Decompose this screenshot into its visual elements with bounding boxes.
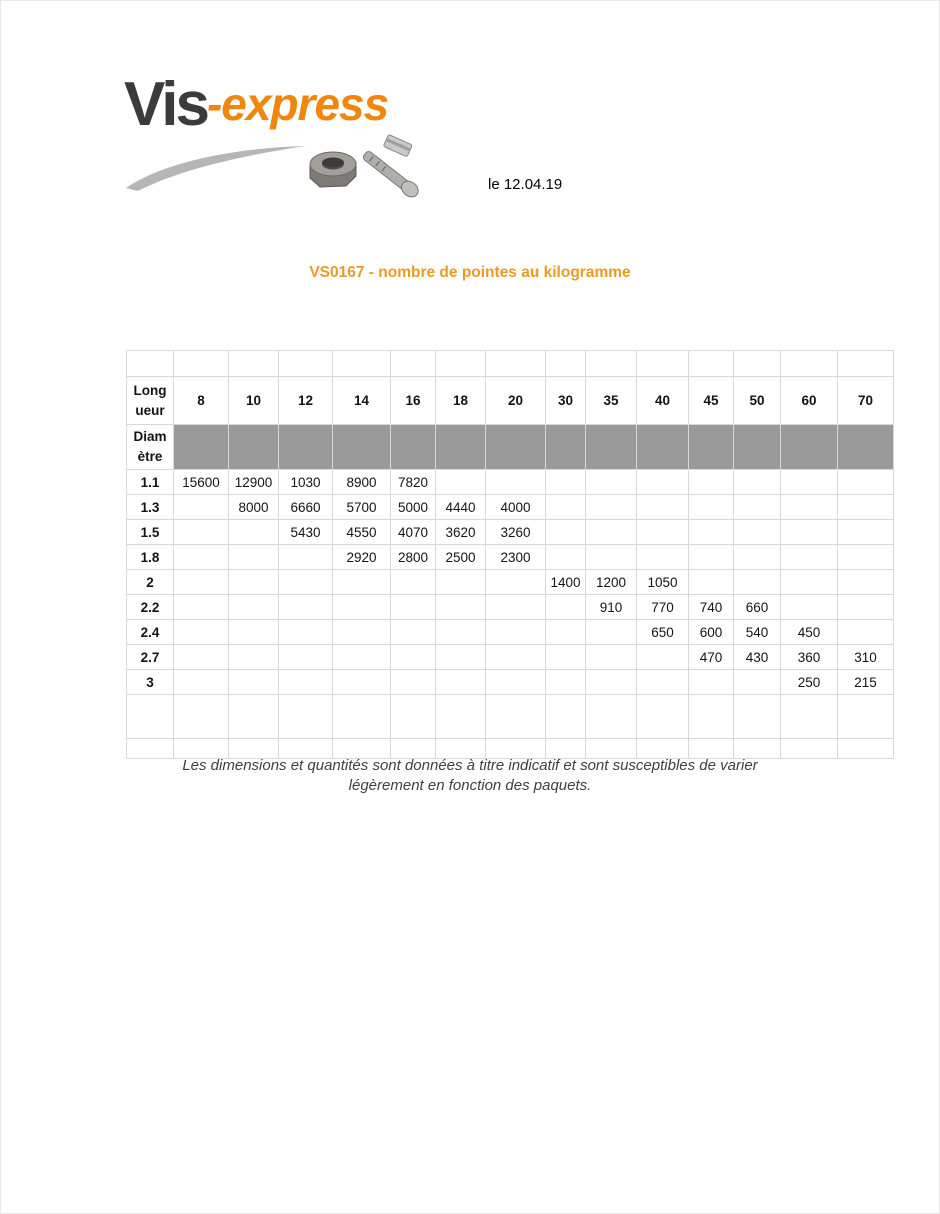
- empty-cell: [781, 351, 838, 377]
- empty-cell: [486, 695, 546, 739]
- empty-cell: [838, 351, 894, 377]
- cell-1.5-60: [781, 520, 838, 545]
- empty-cell: [391, 695, 436, 739]
- cell-1.1-16: 7820: [391, 470, 436, 495]
- cell-1.8-35: [586, 545, 637, 570]
- cell-2.4-8: [174, 620, 229, 645]
- cell-3-60: 250: [781, 670, 838, 695]
- cell-1.8-30: [546, 545, 586, 570]
- cell-2-16: [391, 570, 436, 595]
- cell-2.4-45: 600: [689, 620, 734, 645]
- cell-2-60: [781, 570, 838, 595]
- cell-3-70: 215: [838, 670, 894, 695]
- cell-1.5-18: 3620: [436, 520, 486, 545]
- cell-1.1-14: 8900: [333, 470, 391, 495]
- cell-2.4-12: [279, 620, 333, 645]
- cell-2-8: [174, 570, 229, 595]
- cell-2-70: [838, 570, 894, 595]
- cell-1.1-8: 15600: [174, 470, 229, 495]
- cell-2.2-8: [174, 595, 229, 620]
- corner-diametre-line1: Diam: [133, 429, 167, 444]
- row-label-3: 3: [127, 670, 174, 695]
- cell-2.7-45: 470: [689, 645, 734, 670]
- cell-2.7-12: [279, 645, 333, 670]
- cell-1.8-8: [174, 545, 229, 570]
- cell-1.5-12: 5430: [279, 520, 333, 545]
- corner-longueur: [127, 377, 174, 425]
- cell-1.5-8: [174, 520, 229, 545]
- gray-cell: [637, 425, 689, 470]
- cell-1.3-70: [838, 495, 894, 520]
- gray-cell: [391, 425, 436, 470]
- table-row: [127, 470, 894, 495]
- empty-cell: [391, 351, 436, 377]
- cell-2.2-12: [279, 595, 333, 620]
- cell-1.1-70: [838, 470, 894, 495]
- cell-1.1-35: [586, 470, 637, 495]
- cell-1.8-40: [637, 545, 689, 570]
- empty-cell: [586, 351, 637, 377]
- cell-1.8-45: [689, 545, 734, 570]
- cell-3-12: [279, 670, 333, 695]
- cell-1.1-20: [486, 470, 546, 495]
- logo-swoosh-graphic: [124, 144, 309, 192]
- table-row: [127, 670, 894, 695]
- empty-cell: [229, 695, 279, 739]
- cell-2-50: [734, 570, 781, 595]
- cell-1.3-16: 5000: [391, 495, 436, 520]
- empty-cell: [734, 695, 781, 739]
- cell-2.2-16: [391, 595, 436, 620]
- cell-1.3-45: [689, 495, 734, 520]
- cell-2.2-35: 910: [586, 595, 637, 620]
- footer-note-line1: Les dimensions et quantités sont données à titre indicatif et sont susceptibles de varier: [182, 757, 758, 774]
- table-row: [127, 425, 894, 470]
- pointes-table: [126, 350, 894, 759]
- gray-cell: [689, 425, 734, 470]
- cell-1.5-70: [838, 520, 894, 545]
- row-label-2: 2: [127, 570, 174, 595]
- cell-2.7-14: [333, 645, 391, 670]
- gray-cell: [546, 425, 586, 470]
- gray-cell: [333, 425, 391, 470]
- col-header-10: 10: [229, 377, 279, 425]
- cell-2-30: 1400: [546, 570, 586, 595]
- cell-2.2-50: 660: [734, 595, 781, 620]
- gray-cell: [486, 425, 546, 470]
- table-row: [127, 570, 894, 595]
- gray-cell: [436, 425, 486, 470]
- col-header-50: 50: [734, 377, 781, 425]
- cell-3-18: [436, 670, 486, 695]
- vis-express-logo: [124, 70, 434, 194]
- cell-1.8-50: [734, 545, 781, 570]
- empty-cell: [174, 695, 229, 739]
- col-header-30: 30: [546, 377, 586, 425]
- document-title: VS0167 - nombre de pointes au kilogramme: [309, 264, 631, 281]
- cell-3-14: [333, 670, 391, 695]
- cell-1.3-10: 8000: [229, 495, 279, 520]
- logo-vis-text: Vis: [124, 70, 207, 139]
- empty-cell: [127, 695, 174, 739]
- corner-diametre: [127, 425, 174, 470]
- cell-2.7-60: 360: [781, 645, 838, 670]
- cell-2-14: [333, 570, 391, 595]
- cell-1.1-10: 12900: [229, 470, 279, 495]
- cell-2.7-40: [637, 645, 689, 670]
- table-row: [127, 377, 894, 425]
- table-row: [127, 545, 894, 570]
- corner-longueur-line2: ueur: [135, 402, 165, 418]
- document-date: le 12.04.19: [488, 176, 563, 193]
- row-label-2.4: 2.4: [127, 620, 174, 645]
- logo-text: [124, 70, 434, 139]
- cell-2.4-18: [436, 620, 486, 645]
- empty-cell: [689, 695, 734, 739]
- cell-1.3-50: [734, 495, 781, 520]
- row-label-1.5: 1.5: [127, 520, 174, 545]
- table-row: [127, 595, 894, 620]
- empty-cell: [689, 351, 734, 377]
- gray-cell: [838, 425, 894, 470]
- table-row: [127, 620, 894, 645]
- cell-2.7-50: 430: [734, 645, 781, 670]
- cell-1.8-16: 2800: [391, 545, 436, 570]
- col-header-60: 60: [781, 377, 838, 425]
- cell-2.2-18: [436, 595, 486, 620]
- cell-1.3-18: 4440: [436, 495, 486, 520]
- empty-cell: [229, 351, 279, 377]
- empty-cell: [838, 695, 894, 739]
- gray-cell: [586, 425, 637, 470]
- col-header-12: 12: [279, 377, 333, 425]
- cell-2-40: 1050: [637, 570, 689, 595]
- footer-note: [0, 756, 940, 796]
- cell-1.3-14: 5700: [333, 495, 391, 520]
- gray-cell: [229, 425, 279, 470]
- cell-1.8-70: [838, 545, 894, 570]
- empty-cell: [279, 351, 333, 377]
- col-header-14: 14: [333, 377, 391, 425]
- cell-3-45: [689, 670, 734, 695]
- cell-2.2-10: [229, 595, 279, 620]
- col-header-45: 45: [689, 377, 734, 425]
- cell-2.7-18: [436, 645, 486, 670]
- cell-2.4-35: [586, 620, 637, 645]
- logo-express-text: -express: [206, 78, 389, 130]
- cell-1.1-40: [637, 470, 689, 495]
- cell-2.2-45: 740: [689, 595, 734, 620]
- cell-1.3-8: [174, 495, 229, 520]
- table-row: [127, 520, 894, 545]
- nut-and-screw-icon: [302, 132, 432, 198]
- cell-2-12: [279, 570, 333, 595]
- col-header-70: 70: [838, 377, 894, 425]
- cell-2.4-16: [391, 620, 436, 645]
- empty-cell: [734, 351, 781, 377]
- cell-2.7-70: 310: [838, 645, 894, 670]
- cell-2.2-14: [333, 595, 391, 620]
- cell-1.1-60: [781, 470, 838, 495]
- table-row: [127, 351, 894, 377]
- gray-cell: [734, 425, 781, 470]
- cell-1.1-30: [546, 470, 586, 495]
- cell-2.2-60: [781, 595, 838, 620]
- cell-1.3-20: 4000: [486, 495, 546, 520]
- cell-2.4-60: 450: [781, 620, 838, 645]
- cell-1.5-40: [637, 520, 689, 545]
- corner-longueur-line1: Long: [133, 382, 167, 398]
- cell-1.8-20: 2300: [486, 545, 546, 570]
- cell-2.7-35: [586, 645, 637, 670]
- empty-cell: [436, 351, 486, 377]
- cell-1.5-35: [586, 520, 637, 545]
- cell-2.7-30: [546, 645, 586, 670]
- cell-1.5-45: [689, 520, 734, 545]
- row-label-1.8: 1.8: [127, 545, 174, 570]
- cell-1.3-12: 6660: [279, 495, 333, 520]
- cell-1.1-50: [734, 470, 781, 495]
- cell-1.3-35: [586, 495, 637, 520]
- cell-3-10: [229, 670, 279, 695]
- cell-1.1-12: 1030: [279, 470, 333, 495]
- empty-cell: [586, 695, 637, 739]
- cell-2.4-20: [486, 620, 546, 645]
- cell-1.3-60: [781, 495, 838, 520]
- table-row: [127, 645, 894, 670]
- cell-3-8: [174, 670, 229, 695]
- row-label-1.3: 1.3: [127, 495, 174, 520]
- cell-1.8-14: 2920: [333, 545, 391, 570]
- cell-3-50: [734, 670, 781, 695]
- table-container: [126, 350, 894, 759]
- cell-2-35: 1200: [586, 570, 637, 595]
- cell-2.7-8: [174, 645, 229, 670]
- cell-2.4-14: [333, 620, 391, 645]
- empty-cell: [127, 351, 174, 377]
- empty-cell: [436, 695, 486, 739]
- cell-2.2-30: [546, 595, 586, 620]
- cell-3-20: [486, 670, 546, 695]
- cell-1.5-10: [229, 520, 279, 545]
- empty-cell: [333, 351, 391, 377]
- cell-2.4-10: [229, 620, 279, 645]
- cell-3-40: [637, 670, 689, 695]
- cell-2-18: [436, 570, 486, 595]
- cell-1.8-10: [229, 545, 279, 570]
- cell-1.8-60: [781, 545, 838, 570]
- cell-2.2-40: 770: [637, 595, 689, 620]
- col-header-18: 18: [436, 377, 486, 425]
- row-label-1.1: 1.1: [127, 470, 174, 495]
- cell-2.7-20: [486, 645, 546, 670]
- gray-cell: [781, 425, 838, 470]
- cell-1.5-16: 4070: [391, 520, 436, 545]
- cell-2.7-10: [229, 645, 279, 670]
- cell-2.4-40: 650: [637, 620, 689, 645]
- gray-cell: [279, 425, 333, 470]
- empty-cell: [333, 695, 391, 739]
- empty-cell: [546, 695, 586, 739]
- cell-3-35: [586, 670, 637, 695]
- cell-2-10: [229, 570, 279, 595]
- cell-1.5-14: 4550: [333, 520, 391, 545]
- cell-1.5-50: [734, 520, 781, 545]
- cell-1.5-20: 3260: [486, 520, 546, 545]
- cell-1.8-18: 2500: [436, 545, 486, 570]
- cell-2.7-16: [391, 645, 436, 670]
- cell-1.5-30: [546, 520, 586, 545]
- row-label-2.7: 2.7: [127, 645, 174, 670]
- empty-cell: [546, 351, 586, 377]
- row-label-2.2: 2.2: [127, 595, 174, 620]
- col-header-20: 20: [486, 377, 546, 425]
- cell-1.3-30: [546, 495, 586, 520]
- cell-3-30: [546, 670, 586, 695]
- gray-cell: [174, 425, 229, 470]
- empty-cell: [486, 351, 546, 377]
- cell-1.1-18: [436, 470, 486, 495]
- cell-1.1-45: [689, 470, 734, 495]
- cell-2-20: [486, 570, 546, 595]
- cell-2.4-50: 540: [734, 620, 781, 645]
- empty-cell: [279, 695, 333, 739]
- empty-cell: [781, 695, 838, 739]
- empty-cell: [174, 351, 229, 377]
- cell-2-45: [689, 570, 734, 595]
- cell-3-16: [391, 670, 436, 695]
- cell-1.3-40: [637, 495, 689, 520]
- cell-2.2-20: [486, 595, 546, 620]
- cell-1.8-12: [279, 545, 333, 570]
- empty-cell: [637, 695, 689, 739]
- cell-2.2-70: [838, 595, 894, 620]
- col-header-35: 35: [586, 377, 637, 425]
- col-header-16: 16: [391, 377, 436, 425]
- corner-diametre-line2: ètre: [137, 449, 163, 464]
- col-header-40: 40: [637, 377, 689, 425]
- cell-2.4-30: [546, 620, 586, 645]
- col-header-8: 8: [174, 377, 229, 425]
- footer-note-line2: légèrement en fonction des paquets.: [348, 777, 592, 794]
- table-row: [127, 495, 894, 520]
- empty-cell: [637, 351, 689, 377]
- cell-2.4-70: [838, 620, 894, 645]
- table-row: [127, 695, 894, 739]
